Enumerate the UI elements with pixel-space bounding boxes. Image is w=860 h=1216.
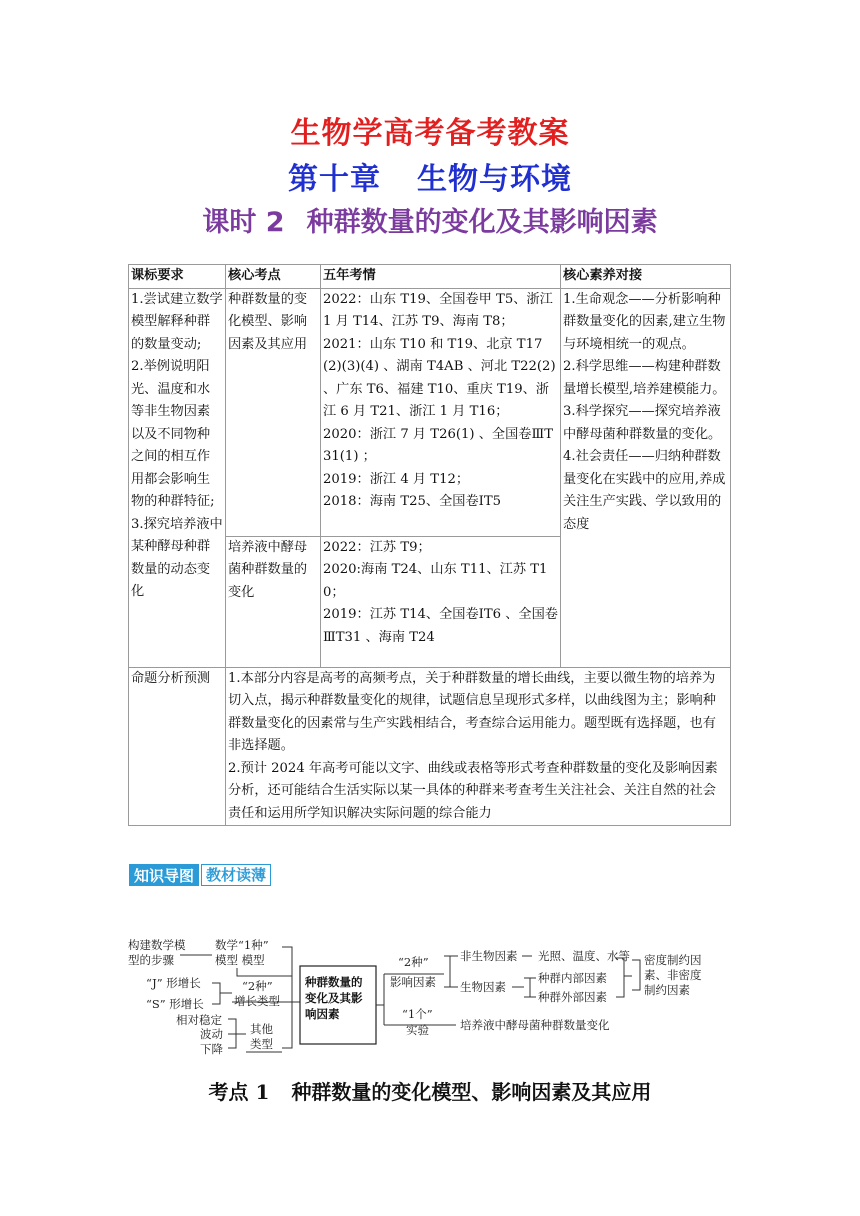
table-row (129, 288, 731, 536)
density-label: 制约因素 (644, 983, 690, 997)
header-exam-history: 五年考情 (321, 265, 561, 289)
literacy-item: 4.社会责任——归纳种群数量变化在实践中的应用,养成关注生产实践、学以致用的态度 (563, 449, 726, 532)
curriculum-item: 2.举例说明阳光、温度和水等非生物因素以及不同物种之间的相互作用都会影响生物的种群特征; (131, 359, 215, 509)
exam-item: 2020：浙江 7 月 T26(1) 、全国卷ⅢT31(1) ； (323, 426, 553, 464)
exam-history-cell (321, 536, 561, 667)
literacy-cell (561, 288, 731, 667)
math-model-label: 模型 模型 (215, 953, 265, 967)
chapter-number: 第十章 (288, 162, 381, 197)
prediction-cell (226, 667, 731, 826)
exam-item: 2021：山东 T10 和 T19、北京 T17(2)(3)(4) 、湖南 T4AB 、河北 T22(2) 、广东 T6、福建 T10、重庆 T19、浙江 6 月 T21、浙江 1 月 T16； (323, 336, 556, 419)
literacy-item: 1.生命观念——分析影响种群数量变化的因素,建立生物与环境相统一的观点。 (563, 291, 726, 352)
model-steps-label: 构建数学模 (128, 938, 186, 952)
literacy-item: 3.科学探究——探究培养液中酵母菌种群数量的变化。 (563, 404, 722, 442)
experiment-label: 实验 (406, 1023, 429, 1037)
section-number: 考点 1 (208, 1080, 270, 1104)
badge-textbook: 教材读薄 (201, 864, 271, 886)
density-label: 素、非密度 (644, 968, 702, 982)
lesson-title (0, 200, 860, 239)
section-title: 种群数量的变化模型、影响因素及其应用 (291, 1080, 652, 1104)
exam-item: 2019：江苏 T14、全国卷ⅠT6 、全国卷ⅢT31 、海南 T24 (323, 607, 558, 645)
factors-label: 影响因素 (390, 975, 436, 989)
fluctuate-label: 波动 (200, 1027, 223, 1041)
document-title: 生物学高考备考教案 (290, 116, 570, 151)
internal-factor-label: 种群内部因素 (538, 971, 607, 985)
prediction-label: 命题分析预测 (129, 667, 226, 826)
other-types-label: 类型 (250, 1037, 273, 1051)
center-node: 响因素 (305, 1007, 340, 1021)
table-header-row (129, 265, 731, 289)
chapter-name: 生物与环境 (417, 162, 572, 197)
exam-history-cell (321, 288, 561, 536)
growth-types-label: “2种” (242, 979, 273, 993)
exam-item: 2018：海南 T25、全国卷ⅠT5 (323, 494, 502, 509)
other-types-label: 其他 (250, 1022, 273, 1036)
curriculum-cell (129, 288, 226, 667)
section-badge (129, 864, 271, 886)
exam-item: 2022：山东 T19、全国卷甲 T5、浙江 1 月 T14、江苏 T9、海南 T8； (323, 291, 553, 329)
knowledge-mind-map (120, 930, 730, 1065)
stable-label: 相对稳定 (176, 1013, 222, 1027)
exam-item: 2022：江苏 T9； (323, 539, 431, 555)
header-core-topic: 核心考点 (226, 265, 321, 289)
exam-item: 2019：浙江 4 月 T12； (323, 471, 470, 487)
external-factor-label: 种群外部因素 (538, 990, 607, 1004)
decline-label: 下降 (200, 1042, 223, 1056)
prediction-item: 2.预计 2024 年高考可能以文字、曲线或表格等形式考查种群数量的变化及影响因素分析，还可能结合生活实际以某一具体的种群来考查考生关注社会、关注自然的社会责任和运用所学知识解决实际问题的综合能力 (228, 760, 718, 821)
center-node: 种群数量的 (305, 975, 363, 989)
center-node: 变化及其影 (305, 991, 363, 1005)
abiotic-label: 非生物因素 (460, 949, 518, 963)
experiment-text: 培养液中酵母菌种群数量变化 (460, 1018, 610, 1032)
abiotic-items-label: 光照、温度、水等 (538, 949, 630, 963)
badge-knowledge-map: 知识导图 (129, 864, 199, 886)
lesson-name: 种群数量的变化及其影响因素 (306, 207, 658, 238)
prediction-item: 1.本部分内容是高考的高频考点，关于种群数量的增长曲线，主要以微生物的培养为切入点，揭示种群数量变化的规律，试题信息呈现形式多样，以曲线图为主；影响种群数量变化的因素常与生产实践相结合，考查综合运用能力。题型既有选择题，也有非选择题。 (228, 670, 716, 753)
model-steps-label: 型的步骤 (128, 953, 174, 967)
lesson-number: 课时 2 (202, 207, 285, 238)
math-model-label: 数学“1种” (215, 938, 269, 952)
exam-item: 2020:海南 T24、山东 T11、江苏 T10； (323, 562, 548, 600)
j-growth-label: “J” 形增长 (146, 976, 201, 990)
table-row (129, 667, 731, 826)
experiment-label: “1个” (402, 1007, 433, 1021)
curriculum-item: 3.探究培养液中某种酵母种群数量的动态变化 (131, 516, 223, 599)
header-literacy: 核心素养对接 (561, 265, 731, 289)
s-growth-label: “S” 形增长 (146, 997, 204, 1011)
biotic-label: 生物因素 (460, 980, 506, 994)
syllabus-table (128, 264, 731, 826)
factors-label: “2种” (398, 955, 429, 969)
curriculum-item: 1.尝试建立数学模型解释种群的数量变动; (131, 291, 223, 352)
section-heading (0, 1076, 860, 1105)
density-label: 密度制约因 (644, 953, 702, 967)
growth-types-label: 增长类型 (234, 994, 280, 1008)
topic-cell: 种群数量的变化模型、影响因素及其应用 (226, 288, 321, 536)
literacy-item: 2.科学思维——构建种群数量增长模型,培养建模能力。 (563, 359, 726, 397)
topic-cell: 培养液中酵母菌种群数量的变化 (226, 536, 321, 667)
header-curriculum: 课标要求 (129, 265, 226, 289)
chapter-title (0, 154, 860, 198)
